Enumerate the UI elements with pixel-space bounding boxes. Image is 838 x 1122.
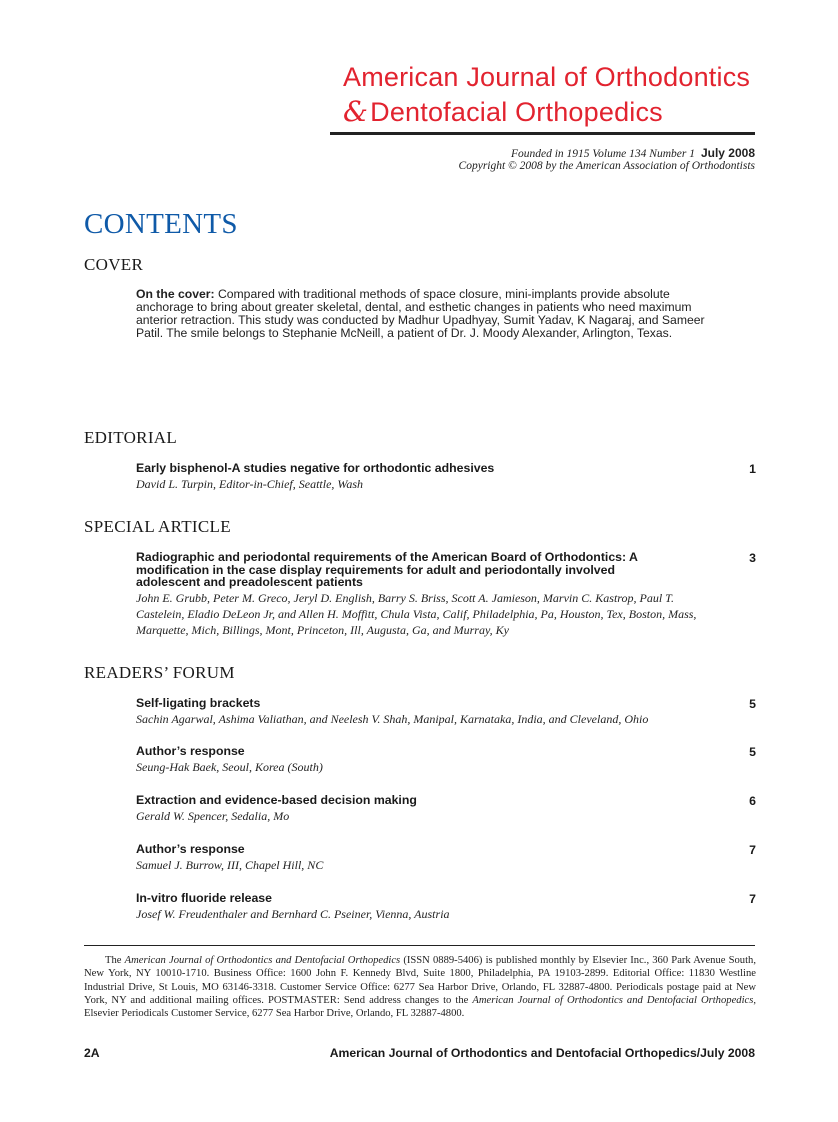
article-title-link[interactable]: Author’s response	[136, 744, 245, 758]
ampersand-logo-glyph: &	[343, 95, 369, 128]
section-heading-cover: COVER	[84, 255, 144, 274]
page-title: CONTENTS	[84, 208, 238, 240]
toc-entry[interactable]	[136, 462, 756, 492]
publisher-text: (ISSN 0889-5406) is published monthly by Elsevier Inc., 360 Park Avenue South, New York, NY 10010-1710. Business Office: 1600 John F. Kennedy Blvd, Suite 1800, Philadelphia, PA 19103-2899. Editorial Office: 11830 Westline Industrial Drive, St Louis, MO 63146-3318. Customer Service Office: 6277 Sea Harbor Drive, Orlando, FL 32887-4800. Periodicals postage paid at New York, NY and additional mailing offices. POSTMASTER: Send address changes to the	[84, 955, 756, 1006]
article-title-link[interactable]: In-vitro fluoride release	[136, 891, 272, 905]
section-heading-readers-forum: READERS’ FORUM	[84, 663, 235, 682]
publisher-text: , Elsevier Periodicals Customer Service, 6277 Sea Harbor Drive, Orlando, FL 32887-4800.	[84, 994, 756, 1020]
article-authors: John E. Grubb, Peter M. Greco, Jeryl D. English, Barry S. Briss, Scott A. Jamieson, Marvin C. Kastrop, Paul T. Castelein, Eladio DeLeon Jr, and Allen H. Moffitt, Chula Vista, Calif, Philadelphia, Pa, Houston, Tex, Boston, Mass, Marquette, Mich, Billings, Mont, Princeton, Ill, Augusta, Ga, and Murray, Ky	[136, 590, 697, 637]
article-page-number: 1	[749, 462, 756, 476]
article-authors: David L. Turpin, Editor-in-Chief, Seattle, Wash	[136, 476, 363, 491]
journal-logo-line2-text: Dentofacial Orthopedics	[370, 97, 663, 127]
article-page-number: 5	[749, 697, 756, 711]
footer-rule	[84, 945, 755, 946]
journal-name-italic: American Journal of Orthodontics and Dentofacial Orthopedics	[124, 955, 401, 966]
publisher-statement	[84, 954, 756, 1020]
article-page-number: 3	[749, 551, 756, 565]
issue-volume-number: Founded in 1915 Volume 134 Number 1	[510, 148, 695, 160]
toc-entry[interactable]	[136, 697, 756, 727]
toc-entry[interactable]	[136, 892, 756, 922]
article-page-number: 5	[749, 745, 756, 759]
page-number: 2A	[84, 1046, 100, 1060]
issue-date: July 2008	[700, 146, 755, 160]
cover-text: Compared with traditional methods of space closure, mini-implants provide absolute anchorage to bring about greater skeletal, dental, and esthetic changes in patients who need maximum anterior retraction. This study was conducted by Madhur Upadhyay, Sumit Yadav, K Nagaraj, and Sameer Patil. The smile belongs to Stephanie McNeill, a patient of Dr. J. Moody Alexander, Arlington, Texas.	[136, 287, 705, 340]
toc-entry[interactable]	[136, 745, 756, 775]
copyright-line: Copyright © 2008 by the American Association of Orthodontists	[458, 160, 755, 172]
issue-info	[511, 146, 755, 160]
running-footer: American Journal of Orthodontics and Dentofacial Orthopedics/July 2008	[329, 1046, 755, 1060]
article-authors: Gerald W. Spencer, Sedalia, Mo	[136, 808, 290, 823]
publisher-text: The	[105, 955, 125, 966]
article-page-number: 7	[749, 892, 756, 906]
toc-entry[interactable]	[136, 794, 756, 824]
cover-label: On the cover:	[136, 287, 215, 301]
article-page-number: 7	[749, 843, 756, 857]
journal-logo-line2	[343, 95, 663, 128]
article-authors: Sachin Agarwal, Ashima Valiathan, and Neelesh V. Shah, Manipal, Karnataka, India, and Cleveland, Ohio	[136, 711, 649, 726]
article-title-link[interactable]: Author’s response	[136, 842, 245, 856]
section-heading-special-article: SPECIAL ARTICLE	[84, 517, 231, 536]
article-authors: Josef W. Freudenthaler and Bernhard C. Pseiner, Vienna, Austria	[136, 906, 450, 921]
article-title-link[interactable]: Early bisphenol-A studies negative for orthodontic adhesives	[136, 461, 495, 475]
toc-entry[interactable]	[136, 551, 756, 638]
cover-description	[136, 288, 726, 340]
journal-name-italic: American Journal of Orthodontics and Dentofacial Orthopedics	[472, 994, 754, 1006]
section-heading-editorial: EDITORIAL	[84, 428, 178, 447]
article-title-link[interactable]: Radiographic and periodontal requirements of the American Board of Orthodontics: A modification in the case display requirements for adult and periodontally involved adolescent and preadolescent patients	[136, 550, 638, 589]
article-authors: Samuel J. Burrow, III, Chapel Hill, NC	[136, 857, 324, 872]
article-title-link[interactable]: Extraction and evidence-based decision making	[136, 793, 417, 807]
article-title-link[interactable]: Self-ligating brackets	[136, 696, 261, 710]
journal-logo-line1: American Journal of Orthodontics	[343, 62, 751, 92]
toc-entry[interactable]	[136, 843, 756, 873]
article-authors: Seung-Hak Baek, Seoul, Korea (South)	[136, 759, 323, 774]
article-page-number: 6	[749, 794, 756, 808]
masthead-rule	[330, 132, 755, 135]
